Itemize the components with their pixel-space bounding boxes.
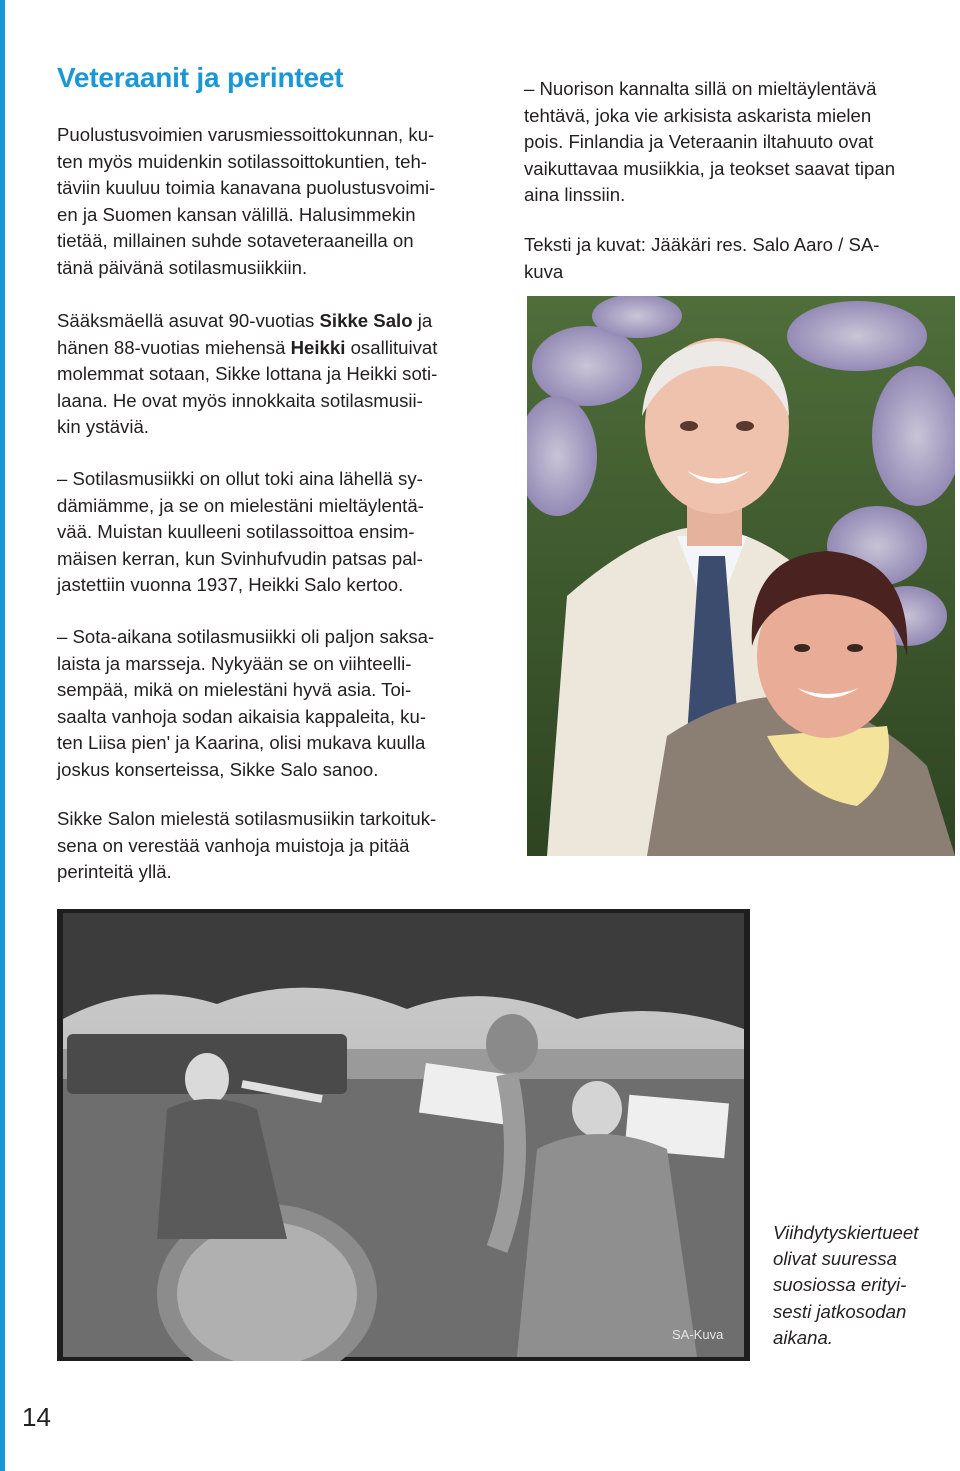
caption-line: olivat suuressa: [773, 1248, 898, 1270]
text-line: vaikuttavaa musiikkia, ja teokset saavat tipan: [524, 157, 896, 179]
text-line: tänä päivänä sotilasmusiikkiin.: [57, 256, 308, 278]
couple-paragraph: [57, 308, 497, 441]
text-line: en ja Suomen kansan välillä. Halusimmekin: [57, 203, 416, 225]
caption-line: Viihdytyskiertueet: [773, 1222, 919, 1243]
text-line: joskus konserteissa, Sikke Salo sanoo.: [57, 758, 379, 780]
page-edge-bar: [0, 0, 5, 1471]
text-line: laana. He ovat myös innokkaita sotilasmusii-: [57, 389, 423, 411]
line-with-heikki: hänen 88-vuotias miehensä Heikki osallituivat: [57, 336, 438, 358]
page-number: 14: [22, 1402, 51, 1432]
left-column: [57, 122, 497, 282]
text-line: pois. Finlandia ja Veteraanin iltahuuto ovat: [524, 131, 874, 153]
caption-line: suosiossa erityi-: [773, 1274, 907, 1296]
intro-paragraph: [57, 122, 497, 282]
text-line: sempää, mikä on mielestäni hyvä asia. Toi-: [57, 679, 412, 701]
bold-name: Sikke Salo: [319, 310, 413, 331]
text-line: kin ystäviä.: [57, 416, 149, 438]
article-title: Veteraanit ja perinteet: [57, 62, 344, 93]
text-line: Puolustusvoimien varusmiessoittokunnan, ku-: [57, 124, 435, 145]
text-line: molemmat sotaan, Sikke lottana ja Heikki soti-: [57, 363, 438, 385]
text-line: tehtävä, joka vie arkisista askarista mielen: [524, 104, 872, 126]
caption-line: sesti jatkosodan: [773, 1300, 907, 1322]
text-line: – Sotilasmusiikki on ollut toki aina lähellä sy-: [57, 468, 423, 489]
text-line: Sikke Salon mielestä sotilasmusiikin tarkoituk-: [57, 808, 437, 829]
text-line: jastettiin vuonna 1937, Heikki Salo kertoo.: [57, 574, 404, 596]
line-with-sikke: Sääksmäellä asuvat 90-vuotias Sikke Salo ja: [57, 310, 433, 331]
text-line: mäisen kerran, kun Svinhufvudin patsas pal-: [57, 547, 423, 569]
caption-line: aikana.: [773, 1326, 833, 1348]
heikki-quote-paragraph: [57, 466, 497, 599]
band-archive-photo: [57, 909, 750, 1361]
text-line: kuva: [524, 260, 564, 282]
closing-paragraph: [57, 806, 497, 886]
text-line: perinteitä yllä.: [57, 861, 172, 883]
left-column-p4: [57, 624, 497, 784]
right-column: [524, 76, 954, 209]
photo-credit: [524, 232, 954, 285]
text-line: saalta vanhoja sodan aikaisia kappaleita, ku-: [57, 705, 427, 727]
text-line: sena on verestää vanhoja muistoja ja pitää: [57, 834, 410, 856]
text-line: laista ja marsseja. Nykyään se on viihteelli-: [57, 652, 412, 674]
sa-kuva-watermark: SA-Kuva: [672, 1327, 724, 1342]
text-line: täviin kuuluu toimia kanavana puolustusvoimi-: [57, 177, 436, 199]
text-line: aina linssiin.: [524, 184, 626, 206]
text-line: ten Liisa pien' ja Kaarina, olisi mukava kuulla: [57, 732, 426, 754]
text-line: – Nuorison kannalta sillä on mieltäylentävä: [524, 78, 877, 99]
text-line: dämiämme, ja se on mielestäni mieltäylentä-: [57, 494, 424, 516]
couple-photo: [527, 296, 955, 856]
sikke-quote-paragraph: [57, 624, 497, 784]
credit-block: [524, 232, 954, 285]
text-line: – Sota-aikana sotilasmusiikki oli paljon saksa-: [57, 626, 435, 647]
text-line: tietää, millainen suhde sotaveteraaneilla on: [57, 230, 414, 252]
left-column-p5: [57, 806, 497, 886]
text-line: vää. Muistan kuulleeni sotilassoittoa ensim-: [57, 521, 415, 543]
left-column-p2: [57, 308, 497, 441]
text-line: Teksti ja kuvat: Jääkäri res. Salo Aaro / SA-: [524, 234, 880, 255]
bold-name: Heikki: [290, 336, 346, 358]
text-line: ten myös muidenkin sotilassoittokuntien, teh-: [57, 150, 427, 172]
photo-caption: [773, 1220, 943, 1351]
left-column-p3: [57, 466, 497, 599]
youth-paragraph: [524, 76, 954, 209]
